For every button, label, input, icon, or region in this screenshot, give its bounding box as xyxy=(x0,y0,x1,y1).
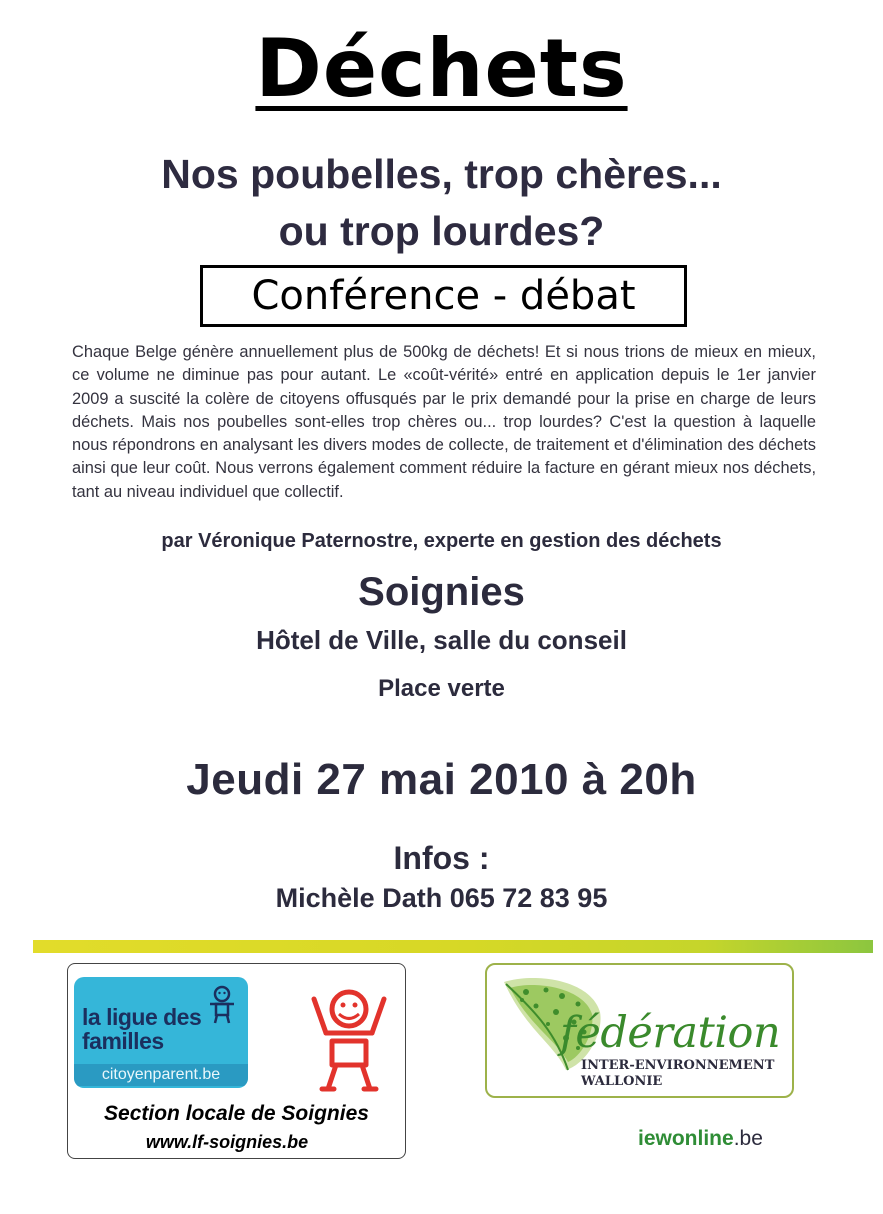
event-square: Place verte xyxy=(378,675,505,702)
speaker-line: par Véronique Paternostre, experte en gestion des déchets xyxy=(161,530,722,552)
federation-word: fédération xyxy=(560,1008,781,1058)
event-datetime: Jeudi 27 mai 2010 à 20h xyxy=(186,755,697,804)
event-venue: Hôtel de Ville, salle du conseil xyxy=(256,625,627,655)
ligue-url[interactable]: www.lf-soignies.be xyxy=(145,1132,309,1152)
event-type-box xyxy=(200,265,687,327)
subtitle-line-1: Nos poubelles, trop chères... xyxy=(161,151,722,197)
ligue-section-label: Section locale de Soignies xyxy=(104,1102,369,1125)
event-type-label: Conférence - débat xyxy=(251,273,636,319)
event-city: Soignies xyxy=(358,570,525,614)
color-divider xyxy=(33,940,873,953)
ligue-logo-site: citoyenparent.be xyxy=(74,1064,248,1086)
subtitle-line-2: ou trop lourdes? xyxy=(278,208,605,254)
poster-subtitle xyxy=(0,146,883,260)
poster-title-text: Déchets xyxy=(255,22,628,115)
intro-paragraph: Chaque Belge génère annuellement plus de 500kg de déchets! Et si nous trions de mieux en mieux, ce volume ne diminue pas pour autant. Le «coût-vérité» entré en application depuis le 1er janvier 2009 a suscité la colère de citoyens offusqués par le prix demandé pour la prise en charge de leurs déchets. Mais nos poubelles sont-elles trop chères ou... trop lourdes? C'est la question à laquelle nous répondrons en analysant les divers modes de collecte, de traitement et d'élimination des déchets ainsi que leur coût. Nous verrons également comment réduire la facture en gérant mieux nos déchets, tant au niveau individuel que collectif. xyxy=(72,343,816,501)
federation-line-1: INTER-ENVIRONNEMENT xyxy=(581,1058,775,1073)
poster-title xyxy=(0,22,883,115)
federation-line-2: WALLONIE xyxy=(581,1074,663,1089)
ligue-logo-name: la ligue des familles xyxy=(82,1004,202,1054)
federation-url-main: iewonline xyxy=(638,1127,734,1150)
ligue-logo xyxy=(74,977,248,1088)
contact-line: Michèle Dath 065 72 83 95 xyxy=(275,883,608,913)
federation-url[interactable] xyxy=(638,1127,763,1151)
ligue-mascot-icon xyxy=(306,985,392,1093)
infos-label: Infos : xyxy=(393,840,490,876)
federation-url-tld: .be xyxy=(733,1127,763,1150)
